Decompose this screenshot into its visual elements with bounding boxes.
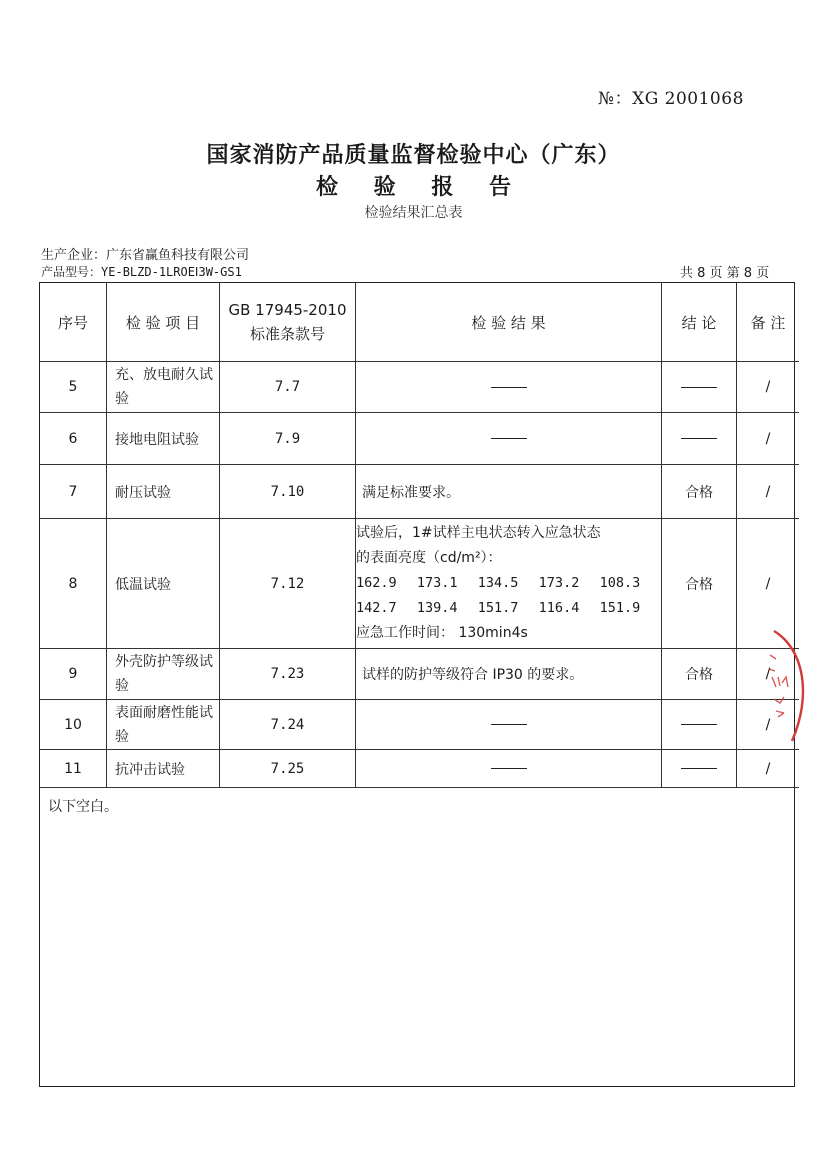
- row-result: 试样的防护等级符合 IP30 的要求。: [356, 649, 662, 700]
- row-seq: 8: [40, 519, 107, 649]
- row-item: 外壳防护等级试验: [107, 649, 220, 700]
- org-title: 国家消防产品质量监督检验中心（广东）: [206, 143, 621, 168]
- header-item: 检 验 项 目: [107, 283, 220, 362]
- header-clause-standard: GB 17945-2010: [228, 301, 347, 319]
- model-line: [41, 263, 242, 280]
- row-remark: /: [737, 519, 800, 649]
- row-result: [356, 700, 662, 750]
- row-item: 接地电阻试验: [107, 413, 220, 465]
- row-result: [356, 413, 662, 465]
- dash-mark: [681, 768, 717, 769]
- table-row: [40, 465, 799, 519]
- row-remark: /: [737, 465, 800, 519]
- row-conclusion: 合格: [662, 465, 737, 519]
- row-item: 抗冲击试验: [107, 750, 220, 788]
- dash-mark: [681, 387, 717, 388]
- row-seq: 6: [40, 413, 107, 465]
- row-remark: /: [737, 362, 800, 413]
- header-seq: 序号: [40, 283, 107, 362]
- company-line: [41, 244, 249, 263]
- row-result: [356, 750, 662, 788]
- dash-mark: [491, 438, 527, 439]
- results-table: [39, 282, 795, 1087]
- report-number: №：XG 2001068: [598, 89, 744, 109]
- company-value: 广东省赢鱼科技有限公司: [106, 248, 250, 263]
- row-remark: /: [737, 413, 800, 465]
- table-row: [40, 519, 799, 649]
- row-seq: 7: [40, 465, 107, 519]
- row-item: 低温试验: [107, 519, 220, 649]
- header-conclusion: 结 论: [662, 283, 737, 362]
- dash-mark: [681, 724, 717, 725]
- row-clause: 7.12: [220, 519, 356, 649]
- row-seq: 5: [40, 362, 107, 413]
- model-value: YE-BLZD-1LROEⅠ3W-GS1: [101, 265, 242, 279]
- header-clause-label: 标准条款号: [249, 325, 325, 343]
- row-clause: 7.7: [220, 362, 356, 413]
- row-conclusion: [662, 750, 737, 788]
- table-header-row: [40, 283, 799, 362]
- dash-mark: [491, 387, 527, 388]
- report-subtitle: 检验结果汇总表: [364, 205, 463, 221]
- result-line: 试验后，1#试样主电状态转入应急状态: [356, 525, 601, 541]
- dash-mark: [491, 724, 527, 725]
- row-clause: 7.9: [220, 413, 356, 465]
- result-line: 应急工作时间： 130min4s: [356, 625, 528, 641]
- row-conclusion: 合格: [662, 649, 737, 700]
- header-clause: [220, 283, 356, 362]
- result-line: 162.9 173.1 134.5 173.2 108.3: [356, 575, 641, 591]
- header-result: 检 验 结 果: [356, 283, 662, 362]
- header-remark: 备 注: [737, 283, 800, 362]
- row-remark: /: [737, 700, 800, 750]
- row-remark: /: [737, 750, 800, 788]
- row-clause: 7.23: [220, 649, 356, 700]
- row-result: [356, 362, 662, 413]
- dash-mark: [491, 768, 527, 769]
- row-clause: 7.25: [220, 750, 356, 788]
- row-result: [356, 519, 662, 649]
- table-row: [40, 413, 799, 465]
- result-line: 的表面亮度（cd/m²）：: [356, 550, 502, 566]
- row-remark: /: [737, 649, 800, 700]
- table-row: [40, 700, 799, 750]
- table-row: [40, 362, 799, 413]
- company-label: 生产企业：: [41, 248, 107, 263]
- row-conclusion: [662, 362, 737, 413]
- page-count: 共 8 页 第 8 页: [680, 266, 770, 281]
- model-label: 产品型号：: [41, 265, 102, 279]
- dash-mark: [681, 438, 717, 439]
- blank-area-row: [40, 788, 799, 1107]
- result-line: 142.7 139.4 151.7 116.4 151.9: [356, 600, 641, 616]
- row-clause: 7.10: [220, 465, 356, 519]
- row-result: 满足标准要求。: [356, 465, 662, 519]
- row-item: 耐压试验: [107, 465, 220, 519]
- row-conclusion: [662, 700, 737, 750]
- row-item: 表面耐磨性能试验: [107, 700, 220, 750]
- row-conclusion: [662, 413, 737, 465]
- table-row: [40, 750, 799, 788]
- row-seq: 10: [40, 700, 107, 750]
- row-clause: 7.24: [220, 700, 356, 750]
- row-seq: 9: [40, 649, 107, 700]
- row-item: 充、放电耐久试验: [107, 362, 220, 413]
- row-conclusion: 合格: [662, 519, 737, 649]
- row-seq: 11: [40, 750, 107, 788]
- table-row: [40, 649, 799, 700]
- blank-note: 以下空白。: [40, 788, 799, 1107]
- report-title: 检 验 报 告: [316, 175, 525, 200]
